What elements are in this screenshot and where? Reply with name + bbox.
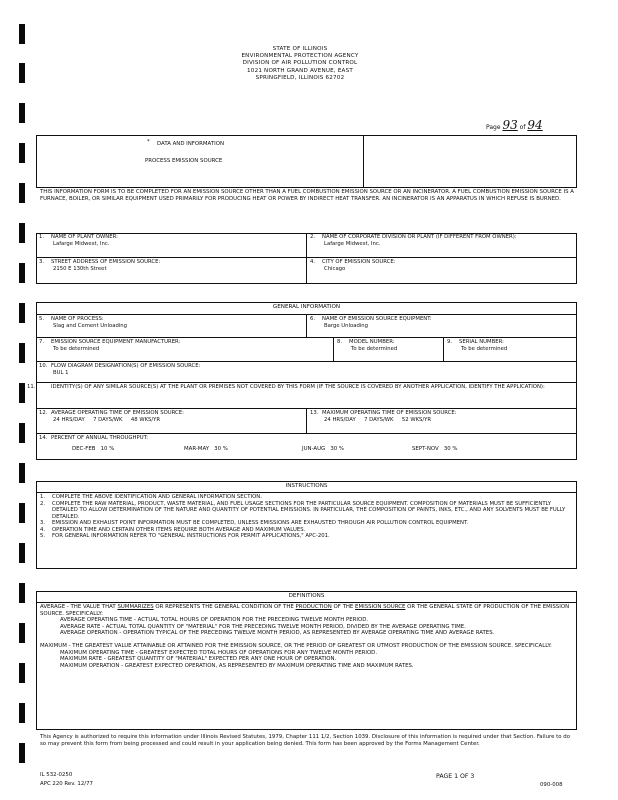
binder-mark — [19, 183, 25, 203]
field-label: EMISSION SOURCE EQUIPMENT MANUFACTURER: — [51, 339, 181, 345]
field-number: 4. — [310, 259, 316, 265]
field-corporate-division[interactable] — [307, 233, 577, 258]
avg-weeks-unit: WKS/YR — [139, 416, 161, 423]
field-label: MODEL NUMBER: — [349, 339, 395, 345]
field-number: 10. — [39, 363, 48, 369]
definition-maximum-operation: MAXIMUM OPERATION - GREATEST EXPECTED OPERATION, AS REPRESENTED BY MAXIMUM OPERATING TIME AND MAXIMUM RATES. — [60, 662, 414, 669]
definitions-body — [40, 604, 574, 669]
field-value: Lafarge Midwest, Inc. — [53, 240, 110, 247]
field-model-number[interactable] — [334, 338, 444, 362]
field-label: NAME OF PROCESS: — [51, 316, 104, 322]
field-value: BUL 1 — [53, 369, 69, 376]
definition-average-time: AVERAGE OPERATING TIME - ACTUAL TOTAL HOURS OF OPERATION FOR THE PRECEDING TWELVE MONTH PERIOD. — [60, 617, 369, 624]
avg-days-value: 7 — [93, 416, 97, 423]
field-number: 1. — [39, 234, 45, 240]
max-weeks-unit: WKS/YR — [410, 416, 432, 423]
max-hours-unit: HRS/DAY — [332, 416, 356, 423]
header-line: ENVIRONMENTAL PROTECTION AGENCY — [241, 53, 359, 60]
binder-mark — [19, 63, 25, 83]
page-of-pages: PAGE 1 OF 3 — [436, 773, 475, 780]
form-title-line2: PROCESS EMISSION SOURCE — [145, 158, 223, 164]
instruction-item: 2. COMPLETE THE RAW MATERIAL, PRODUCT, WASTE MATERIAL, AND FUEL USAGE SECTIONS FOR THE PARTICULAR SOURCE EQUIPMENT. COMPOSITION OF MATERIALS MUST BE SUFFICIENTLY DETAILED TO ALLOW DETERMINATION OF THE NATURE AND QUANTITY OF POTENTIAL EMISSIONS. IN PARTICULAR, THE COMPOSITION OF PAINTS, INKS, ETC., AND ANY SOLVENTS MUST BE FULLY DETAILED. — [40, 500, 566, 520]
page-number: 93 — [502, 118, 518, 132]
binder-mark — [19, 423, 25, 443]
binder-mark — [19, 383, 25, 403]
definition-maximum: MAXIMUM - THE GREATEST VALUE ATTAINABLE OR ATTAINED FOR THE EMISSION SOURCE, OR THE PERIOD OF GREATEST OR UTMOST PRODUCTION OF THE EMISSION SOURCE. SPECIFICALLY: — [40, 642, 552, 649]
field-number: 8. — [337, 339, 343, 345]
binder-mark — [19, 663, 25, 683]
field-serial-number[interactable] — [444, 338, 577, 362]
field-number: 11. — [27, 384, 36, 390]
agency-header — [180, 46, 420, 82]
field-street-address[interactable] — [36, 258, 307, 284]
max-days-value: 7 — [364, 416, 368, 423]
instruction-item: 1. COMPLETE THE ABOVE IDENTIFICATION AND GENERAL INFORMATION SECTION. — [40, 494, 262, 500]
throughput-jun-aug — [302, 446, 344, 453]
definition-maximum-rate: MAXIMUM RATE - GREATEST QUANTITY OF "MATERIAL" EXPECTED PER ANY ONE HOUR OF OPERATION. — [60, 656, 337, 663]
header-line: DIVISION OF AIR POLLUTION CONTROL — [242, 60, 358, 67]
max-hours-value: 24 — [324, 416, 331, 423]
field-label: NAME OF EMISSION SOURCE EQUIPMENT: — [322, 316, 432, 322]
quarter-value: 10 % — [100, 446, 115, 452]
field-label: FLOW DIAGRAM DESIGNATION(S) OF EMISSION SOURCE: — [51, 363, 201, 369]
avg-hours-unit: HRS/DAY — [61, 416, 85, 423]
field-label: NAME OF PLANT OWNER: — [51, 234, 118, 240]
field-similar-sources[interactable] — [27, 383, 577, 409]
divider — [36, 602, 577, 603]
definition-maximum-time: MAXIMUM OPERATING TIME - GREATEST EXPECTED TOTAL HOURS OF OPERATIONS FOR ANY TWELVE MONTH PERIOD. — [60, 649, 378, 656]
title-box — [36, 135, 577, 188]
field-number: 3. — [39, 259, 45, 265]
binder-mark — [19, 303, 25, 323]
quarter-value: 30 % — [443, 446, 458, 452]
binder-mark — [19, 503, 25, 523]
quarter-label: SEPT-NOV — [412, 446, 439, 452]
form-revision: APC 220 Rev. 12/77 — [40, 781, 93, 787]
throughput-dec-feb — [72, 446, 114, 453]
general-title: GENERAL INFORMATION — [272, 304, 341, 310]
binder-mark — [19, 143, 25, 163]
agency-use-mark: * — [147, 139, 150, 145]
header-line: 1021 NORTH GRAND AVENUE, EAST — [247, 67, 353, 74]
field-value: To be determined — [461, 345, 508, 352]
max-weeks-value: 52 — [401, 416, 409, 423]
binder-mark — [19, 583, 25, 603]
field-label: IDENTITY(S) OF ANY SIMILAR SOURCE(S) AT THE PLANT OR PREMISES NOT COVERED BY THIS FORM (IF THE SOURCE IS COVERED BY ANOTHER APPLICATION, IDENTIFY THE APPLICATION): — [51, 384, 545, 390]
field-number: 5. — [39, 316, 45, 322]
intro-text: THIS INFORMATION FORM IS TO BE COMPLETED FOR AN EMISSION SOURCE OTHER THAN A FUEL COMBUSTION EMISSION SOURCE OR AN INCINERATOR. A FUEL COMBUSTION EMISSION SOURCE IS A FURNACE, BOILER, OR SIMILAR EQUIPMENT USED PRIMARILY FOR PRODUCING HEAT OR POWER BY INDIRECT HEAT TRANSFER. AN INCINERATOR IS AN APPARATUS IN WHICH REFUSE IS BURNED. — [40, 189, 574, 202]
definitions-title: DEFINITIONS — [288, 593, 325, 599]
binder-mark — [19, 24, 25, 44]
avg-days-unit: DAYS/WK — [98, 416, 123, 423]
field-label: PERCENT OF ANNUAL THROUGHPUT: — [51, 435, 149, 441]
quarter-label: DEC-FEB — [72, 446, 96, 452]
avg-hours-value: 24 — [53, 416, 60, 423]
binder-mark — [19, 463, 25, 483]
field-number: 2. — [310, 234, 316, 240]
header-line: SPRINGFIELD, ILLINOIS 62702 — [255, 74, 345, 81]
binder-mark — [19, 343, 25, 363]
instructions-title: INSTRUCTIONS — [285, 483, 328, 489]
avg-weeks-value: 48 — [130, 416, 138, 423]
field-label: STREET ADDRESS OF EMISSION SOURCE: — [51, 259, 161, 265]
quarter-label: JUN-AUG — [302, 446, 326, 452]
field-process-name[interactable] — [36, 315, 307, 338]
field-value: 2150 E 130th Street — [53, 265, 107, 272]
page-counter — [486, 118, 543, 132]
field-label: MAXIMUM OPERATING TIME OF EMISSION SOURCE: — [322, 410, 457, 416]
field-value: Barge Unloading — [324, 322, 369, 329]
field-plant-owner[interactable] — [36, 233, 307, 258]
field-value: Lafarge Midwest, Inc. — [324, 240, 381, 247]
field-value: To be determined — [53, 345, 100, 352]
field-label: AVERAGE OPERATING TIME OF EMISSION SOURCE: — [51, 410, 184, 416]
binder-mark — [19, 623, 25, 643]
field-number: 12. — [39, 410, 48, 416]
page-total: 94 — [527, 118, 543, 132]
disclosure-text: This Agency is authorized to require this information under Illinois Revised Statutes, 1979, Chapter 111 1/2, Section 1039. Disclosure of this information is required under that Section. Failure to do so may prevent this form from being processed and could result in your application being denied. This form has been approved by the Forms Management Center. — [40, 734, 570, 747]
throughput-sept-nov — [412, 446, 458, 453]
title-divider — [363, 136, 364, 187]
field-label: CITY OF EMISSION SOURCE: — [322, 259, 396, 265]
quarter-value: 30 % — [330, 446, 345, 452]
form-code: 090-008 — [540, 782, 563, 788]
definition-average-operation: AVERAGE OPERATION - OPERATION TYPICAL OF THE PRECEDING TWELVE MONTH PERIOD, AS REPRESENTED BY AVERAGE OPERATING TIME AND AVERAGE RATES. — [60, 630, 495, 637]
quarter-label: MAR-MAY — [184, 446, 210, 452]
quarter-value: 30 % — [214, 446, 228, 452]
instruction-item: 3. EMISSION AND EXHAUST POINT INFORMATION MUST BE COMPLETED, UNLESS EMISSIONS ARE EXHAUSTED THROUGH AIR POLLUTION CONTROL EQUIPMENT. — [40, 520, 469, 526]
instruction-item: 5. FOR GENERAL INFORMATION REFER TO "GENERAL INSTRUCTIONS FOR PERMIT APPLICATIONS," APC-201. — [40, 533, 330, 539]
field-average-operating-time[interactable] — [36, 409, 307, 434]
field-maximum-operating-time[interactable] — [307, 409, 577, 434]
field-number: 7. — [39, 339, 45, 345]
binder-mark — [19, 703, 25, 723]
page-of-label: of — [519, 124, 526, 131]
field-label: NAME OF CORPORATE DIVISION OR PLANT (IF DIFFERENT FROM OWNER): — [322, 234, 517, 240]
header-line: STATE OF ILLINOIS — [272, 46, 328, 52]
field-number: 13. — [310, 410, 319, 416]
definition-average-rate: AVERAGE RATE - ACTUAL TOTAL QUANTITY OF "MATERIAL" FOR THE PRECEDING TWELVE MONTH PERIOD, DIVIDED BY THE AVERAGE OPERATING TIME. — [60, 623, 466, 630]
field-equipment-name[interactable] — [307, 315, 577, 338]
definition-average: AVERAGE - THE VALUE THAT SUMMARIZES OR REPRESENTS THE GENERAL CONDITION OF THE PRODUCTION OF THE EMISSION SOURCE OR THE GENERAL STATE OF PRODUCTION OF THE EMISSION SOURCE. SPECIFICALLY: — [40, 604, 570, 617]
field-value: Chicago — [324, 265, 346, 272]
instructions-list — [38, 494, 574, 540]
field-number: 6. — [310, 316, 316, 322]
binder-mark — [19, 743, 25, 763]
divider — [36, 492, 577, 493]
binder-mark — [19, 223, 25, 243]
field-number: 9. — [447, 339, 453, 345]
instruction-item: 4. OPERATION TIME AND CERTAIN OTHER ITEMS REQUIRE BOTH AVERAGE AND MAXIMUM VALUES. — [40, 526, 306, 533]
form-id: IL 532-0250 — [40, 772, 73, 778]
field-label: SERIAL NUMBER: — [459, 339, 504, 345]
field-manufacturer[interactable] — [36, 338, 334, 362]
field-value: To be determined — [351, 345, 398, 352]
field-city[interactable] — [307, 258, 577, 284]
binder-mark — [19, 263, 25, 283]
throughput-mar-may — [184, 446, 228, 453]
max-days-unit: DAYS/WK — [369, 416, 394, 423]
binder-mark — [19, 543, 25, 563]
binder-mark — [19, 103, 25, 123]
form-title-line1: DATA AND INFORMATION — [157, 141, 224, 147]
field-number: 14. — [39, 435, 48, 441]
field-flow-diagram[interactable] — [36, 362, 577, 383]
page-label: Page — [486, 124, 501, 131]
field-value: Slag and Cement Unloading — [53, 322, 128, 329]
